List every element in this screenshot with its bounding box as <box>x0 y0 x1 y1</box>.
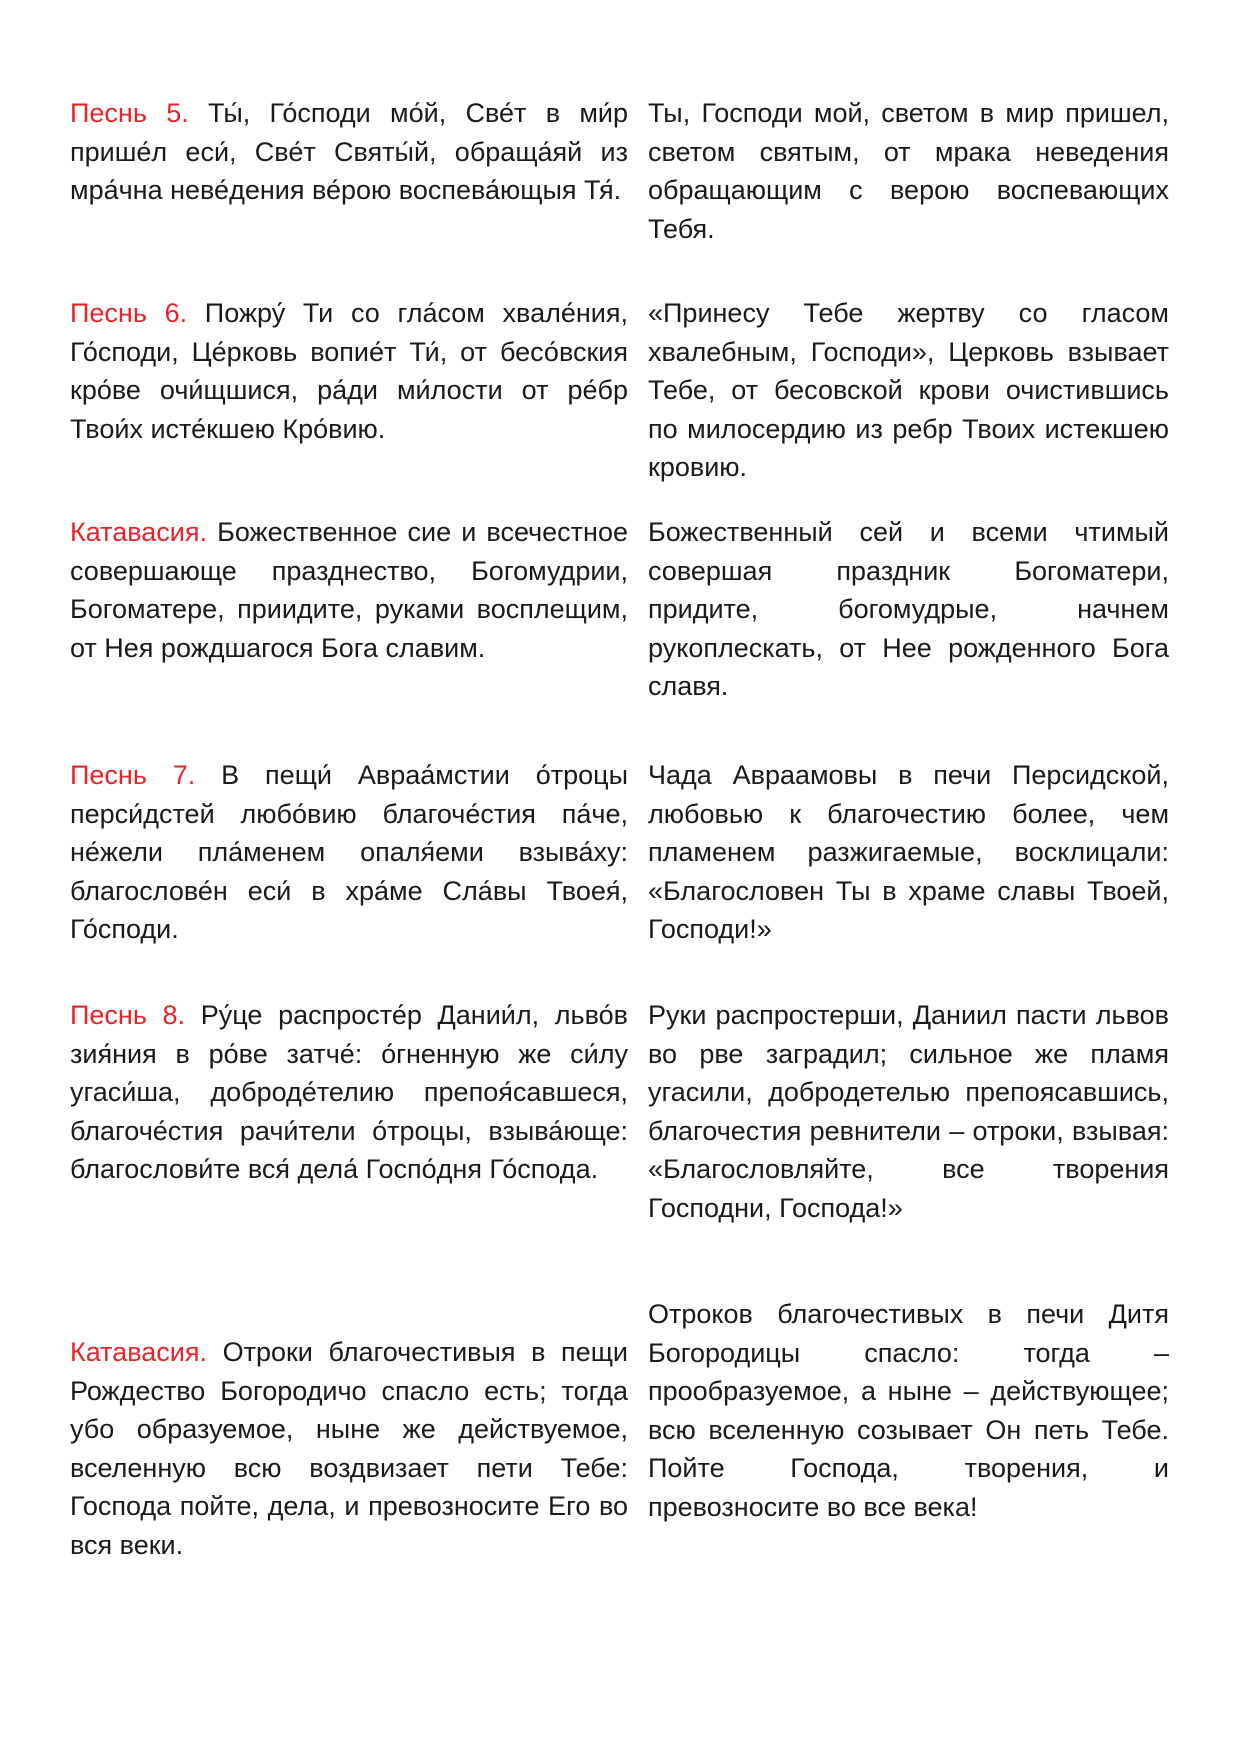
section-label: Катавасия. <box>70 1337 223 1367</box>
section-text: Ру́це распросте́р Дании́л, льво́в зия́ния в ро́ве затче́: о́гненную же си́лу угаси́ша, доброде́телию препоя́савшеся, благоче́стия рачи́тели о́троцы, взыва́юще: благослови́те вся́ дела́ Госпо́дня Го́спода. <box>70 1000 629 1185</box>
section-label: Песнь 6. <box>70 298 205 328</box>
section-text: Ты́, Го́споди мо́й, Све́т в ми́р прише́л еси́, Све́т Святы́й, обраща́яй из мра́чна неве́дения ве́рою воспева́ющыя Тя́. <box>70 98 628 206</box>
section-translation <box>648 513 1169 706</box>
section-translation <box>648 1295 1169 1527</box>
translation-text: «Принесу Тебе жертву со гласом хвалебным, Господи», Церковь взывает Тебе, от бесовской крови очистившись по милосердию из ребр Твоих истекшею кровию. <box>648 298 1169 483</box>
section-church-slavonic <box>70 1333 628 1565</box>
section-label: Песнь 5. <box>70 98 209 128</box>
section-text: Божественное сие и всечестное совершающе празднество, Богомудрии, Богоматере, приидите, руками восплещим, от Нея рождшагося Бога славим. <box>70 517 628 663</box>
section-translation <box>648 756 1169 949</box>
section-church-slavonic <box>70 94 628 210</box>
translation-text: Чада Авраамовы в печи Персидской, любовью к благочестию более, чем пламенем разжигаемые, восклицали: «Благословен Ты в храме славы Твоей, Господи!» <box>648 760 1169 945</box>
translation-text: Руки распростерши, Даниил пасти львов во рве заградил; сильное же пламя угасили, добродетелью препоясавшись, благочестия ревнители – отроки, взывая: «Благословляйте, все творения Господни, Господа!» <box>648 1000 1169 1223</box>
section-church-slavonic <box>70 294 628 448</box>
section-translation <box>648 294 1169 487</box>
section-text: Отроки благочестивыя в пещи Рождество Богородичо спасло есть; тогда убо образуемое, ныне же действуемое, вселенную всю воздвизает пети Тебе: Господа пойте, дела, и превозносите Его во вся веки. <box>70 1337 628 1560</box>
section-church-slavonic <box>70 996 628 1189</box>
section-text: Пожру́ Ти со гла́сом хвале́ния, Го́споди, Це́рковь вопие́т Ти́, от бесо́вския кро́ве очи́щшися, ра́ди ми́лости от ре́бр Твои́х исте́кшею Кро́вию. <box>70 298 628 444</box>
section-church-slavonic <box>70 756 628 949</box>
section-label: Катавасия. <box>70 517 218 547</box>
section-label: Песнь 8. <box>70 1000 201 1030</box>
section-translation <box>648 996 1169 1228</box>
translation-text: Божественный сей и всеми чтимый совершая праздник Богоматери, придите, богомудрые, начнем рукоплескать, от Нее рожденного Бога славя. <box>648 517 1169 702</box>
translation-text: Ты, Господи мой, светом в мир пришел, светом святым, от мрака неведения обращающим с верою воспевающих Тебя. <box>648 98 1169 244</box>
section-church-slavonic <box>70 513 628 667</box>
section-translation <box>648 94 1169 248</box>
translation-text: Отроков благочестивых в печи Дитя Богородицы спасло: тогда – прообразуемое, а ныне – действующее; всю вселенную созывает Он петь Тебе. Пойте Господа, творения, и превозносите во все века! <box>648 1299 1169 1522</box>
section-label: Песнь 7. <box>70 760 222 790</box>
section-text: В пещи́ Авраа́мстии о́троцы перси́дстей любо́вию благоче́стия па́че, не́жели пла́менем опаля́еми взыва́ху: благослове́н еси́ в хра́ме Сла́вы Твоея́, Го́споди. <box>70 760 629 945</box>
